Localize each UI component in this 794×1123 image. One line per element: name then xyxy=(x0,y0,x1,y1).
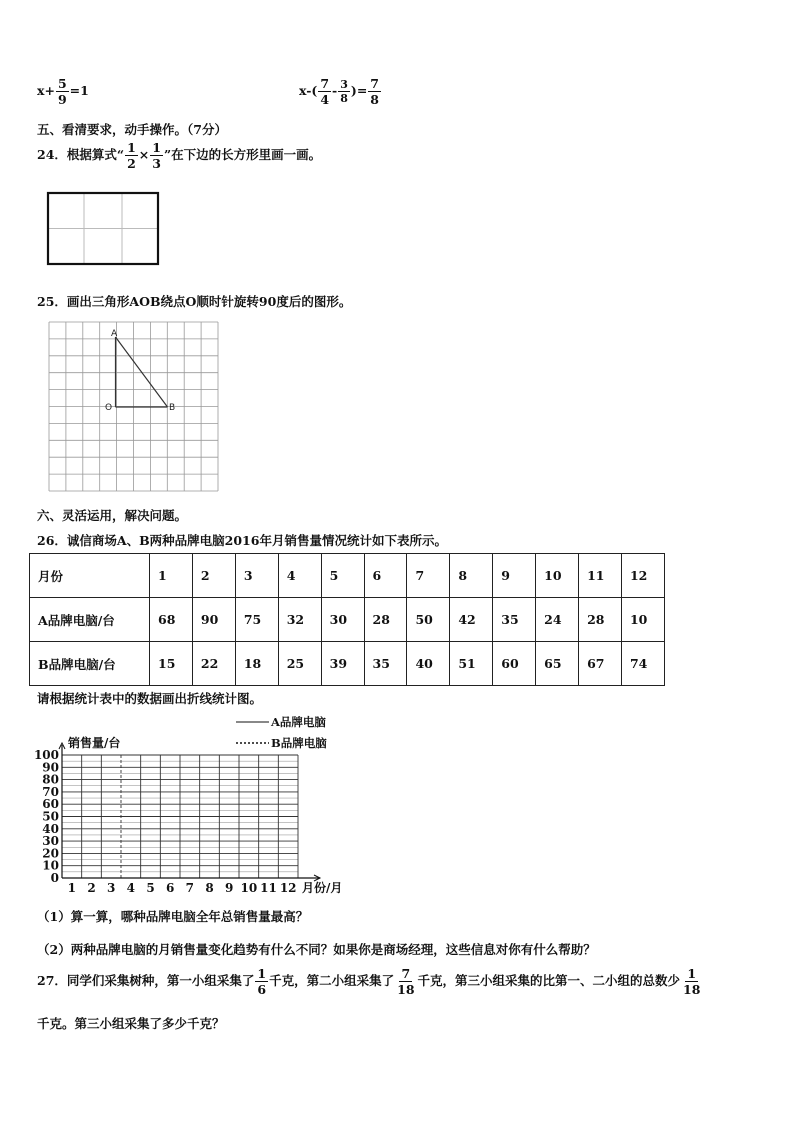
eq2-mid: )= xyxy=(350,83,368,98)
q27-n3: 1 xyxy=(687,966,697,981)
table-cell: 50 xyxy=(407,598,450,642)
x-tick-label: 2 xyxy=(87,881,96,895)
table-cell: 22 xyxy=(192,642,235,686)
table-row xyxy=(30,554,665,598)
q24-n2: 1 xyxy=(152,140,161,155)
x-tick-label: 4 xyxy=(126,881,136,895)
label-o: O xyxy=(105,403,113,413)
eq1-denominator: 9 xyxy=(57,92,67,107)
eq2-d2: 8 xyxy=(340,92,348,105)
x-tick-label: 1 xyxy=(67,881,77,895)
eq2-n3: 7 xyxy=(370,76,379,91)
q27-d1: 6 xyxy=(257,982,267,997)
q24-suffix: ”在下边的长方形里画一画。 xyxy=(163,147,322,162)
table-cell: 1 xyxy=(150,554,193,598)
q27-fraction-2 xyxy=(395,966,416,997)
table-cell: 9 xyxy=(493,554,536,598)
table-cell: 32 xyxy=(278,598,321,642)
eq2-fraction-2 xyxy=(338,78,350,105)
y-tick-label: 0 xyxy=(50,871,59,885)
table-cell: 51 xyxy=(450,642,493,686)
table-cell: 18 xyxy=(235,642,278,686)
x-tick-label: 12 xyxy=(279,881,297,895)
eq2-minus: - xyxy=(332,83,338,98)
x-tick-label: 3 xyxy=(106,881,116,895)
table-cell: 40 xyxy=(407,642,450,686)
label-b: B xyxy=(169,403,176,413)
chart-grid xyxy=(59,743,320,881)
eq1-prefix: x+ xyxy=(37,83,55,98)
x-tick-label: 10 xyxy=(240,881,258,895)
legend-item-a: A品牌电脑 xyxy=(271,715,326,729)
line-chart[interactable] xyxy=(34,712,344,898)
y-tick-label: 60 xyxy=(42,797,59,812)
question-26: 26．诚信商场A、B两种品牌电脑2016年月销售量情况统计如下表所示。 xyxy=(37,533,447,548)
question-25: 25．画出三角形AOB绕点O顺时针旋转90度后的图形。 xyxy=(37,294,352,309)
table-cell: 3 xyxy=(235,554,278,598)
eq2-d3: 8 xyxy=(370,92,379,107)
q24-d1: 2 xyxy=(127,156,136,171)
y-tick-label: 40 xyxy=(42,821,59,836)
table-cell: 25 xyxy=(278,642,321,686)
chart-instruction: 请根据统计表中的数据画出折线统计图。 xyxy=(37,691,263,706)
rotation-grid[interactable] xyxy=(47,320,219,496)
eq1-fraction xyxy=(56,76,69,107)
chart-legend xyxy=(236,715,327,750)
table-cell: 24 xyxy=(536,598,579,642)
table-cell: 90 xyxy=(192,598,235,642)
equation-1 xyxy=(37,76,89,107)
table-cell: 8 xyxy=(450,554,493,598)
eq2-n2: 3 xyxy=(340,78,348,91)
x-tick-label: 8 xyxy=(205,881,214,895)
table-cell: 28 xyxy=(364,598,407,642)
sales-table xyxy=(29,553,665,686)
section-5-title: 五、看清要求，动手操作。（7分） xyxy=(37,122,227,137)
chart-ticks xyxy=(34,748,297,895)
table-cell: 74 xyxy=(621,642,664,686)
x-tick-label: 9 xyxy=(224,881,234,895)
table-cell: 4 xyxy=(278,554,321,598)
section-6-title: 六、灵活运用，解决问题。 xyxy=(37,508,188,523)
table-row-label: B品牌电脑/台 xyxy=(30,642,150,686)
table-cell: 35 xyxy=(364,642,407,686)
table-cell: 6 xyxy=(364,554,407,598)
q24-fraction-1 xyxy=(125,140,138,171)
table-cell: 5 xyxy=(321,554,364,598)
table-cell: 12 xyxy=(621,554,664,598)
table-cell: 10 xyxy=(536,554,579,598)
y-tick-label: 30 xyxy=(42,834,59,849)
eq2-d1: 4 xyxy=(320,92,330,107)
table-cell: 65 xyxy=(536,642,579,686)
question-27-line-2: 千克。第三小组采集了多少千克？ xyxy=(37,1016,225,1031)
eq2-prefix: x-( xyxy=(299,83,318,98)
y-tick-label: 10 xyxy=(42,858,59,873)
triangle-side-ab xyxy=(116,337,168,407)
question-24 xyxy=(37,140,321,171)
table-cell: 15 xyxy=(150,642,193,686)
table-cell: 68 xyxy=(150,598,193,642)
table-row xyxy=(30,642,665,686)
table-cell: 28 xyxy=(579,598,622,642)
table-cell: 7 xyxy=(407,554,450,598)
q27-text-1: 27．同学们采集树种，第一小组采集了 xyxy=(37,973,255,988)
table-cell: 35 xyxy=(493,598,536,642)
table-cell: 10 xyxy=(621,598,664,642)
y-tick-label: 70 xyxy=(42,784,59,799)
y-tick-label: 90 xyxy=(42,760,59,775)
q27-d3: 18 xyxy=(683,982,701,997)
q27-text-2: 千克，第二小组采集了 xyxy=(269,973,395,988)
eq1-suffix: =1 xyxy=(69,83,89,98)
eq2-fraction-1 xyxy=(318,76,331,107)
q24-fraction-2 xyxy=(150,140,163,171)
chart-xlabel: 月份/月 xyxy=(302,881,343,895)
table-row xyxy=(30,598,665,642)
q27-text-3: 千克，第三小组采集的比第一、二小组的总数少 xyxy=(417,973,681,988)
eq2-n1: 7 xyxy=(320,76,330,91)
eq1-numerator: 5 xyxy=(57,76,67,91)
q24-d2: 3 xyxy=(152,156,161,171)
table-header-label: 月份 xyxy=(30,554,150,598)
y-tick-label: 80 xyxy=(42,772,59,787)
chart-ylabel: 销售量/台 xyxy=(68,736,121,750)
label-a: A xyxy=(111,329,118,339)
equation-2 xyxy=(299,76,382,107)
table-cell: 39 xyxy=(321,642,364,686)
x-tick-label: 11 xyxy=(260,881,277,895)
y-tick-label: 100 xyxy=(34,748,59,762)
question-27 xyxy=(37,966,703,997)
eq2-fraction-3 xyxy=(368,76,381,107)
q24-times: × xyxy=(138,147,150,162)
y-tick-label: 50 xyxy=(42,809,59,824)
y-tick-label: 20 xyxy=(42,846,59,861)
rectangle-grid[interactable] xyxy=(46,191,160,266)
table-cell: 30 xyxy=(321,598,364,642)
x-tick-label: 5 xyxy=(146,881,155,895)
table-cell: 60 xyxy=(493,642,536,686)
q27-fraction-3 xyxy=(681,966,702,997)
table-cell: 2 xyxy=(192,554,235,598)
q24-n1: 1 xyxy=(127,140,136,155)
table-cell: 42 xyxy=(450,598,493,642)
q27-n2: 7 xyxy=(401,966,411,981)
q26-sub-1: （1）算一算，哪种品牌电脑全年总销售量最高？ xyxy=(37,909,309,924)
table-cell: 75 xyxy=(235,598,278,642)
x-tick-label: 6 xyxy=(165,881,175,895)
table-cell: 11 xyxy=(579,554,622,598)
q27-fraction-1 xyxy=(255,966,268,997)
q27-n1: 1 xyxy=(257,966,267,981)
q24-prefix: 24．根据算式“ xyxy=(37,147,125,162)
table-cell: 67 xyxy=(579,642,622,686)
table-row-label: A品牌电脑/台 xyxy=(30,598,150,642)
legend-item-b: B品牌电脑 xyxy=(271,736,327,750)
x-tick-label: 7 xyxy=(185,881,195,895)
q26-sub-2: （2）两种品牌电脑的月销售量变化趋势有什么不同？如果你是商场经理，这些信息对你有什么帮助？ xyxy=(37,942,596,957)
q27-d2: 18 xyxy=(397,982,415,997)
